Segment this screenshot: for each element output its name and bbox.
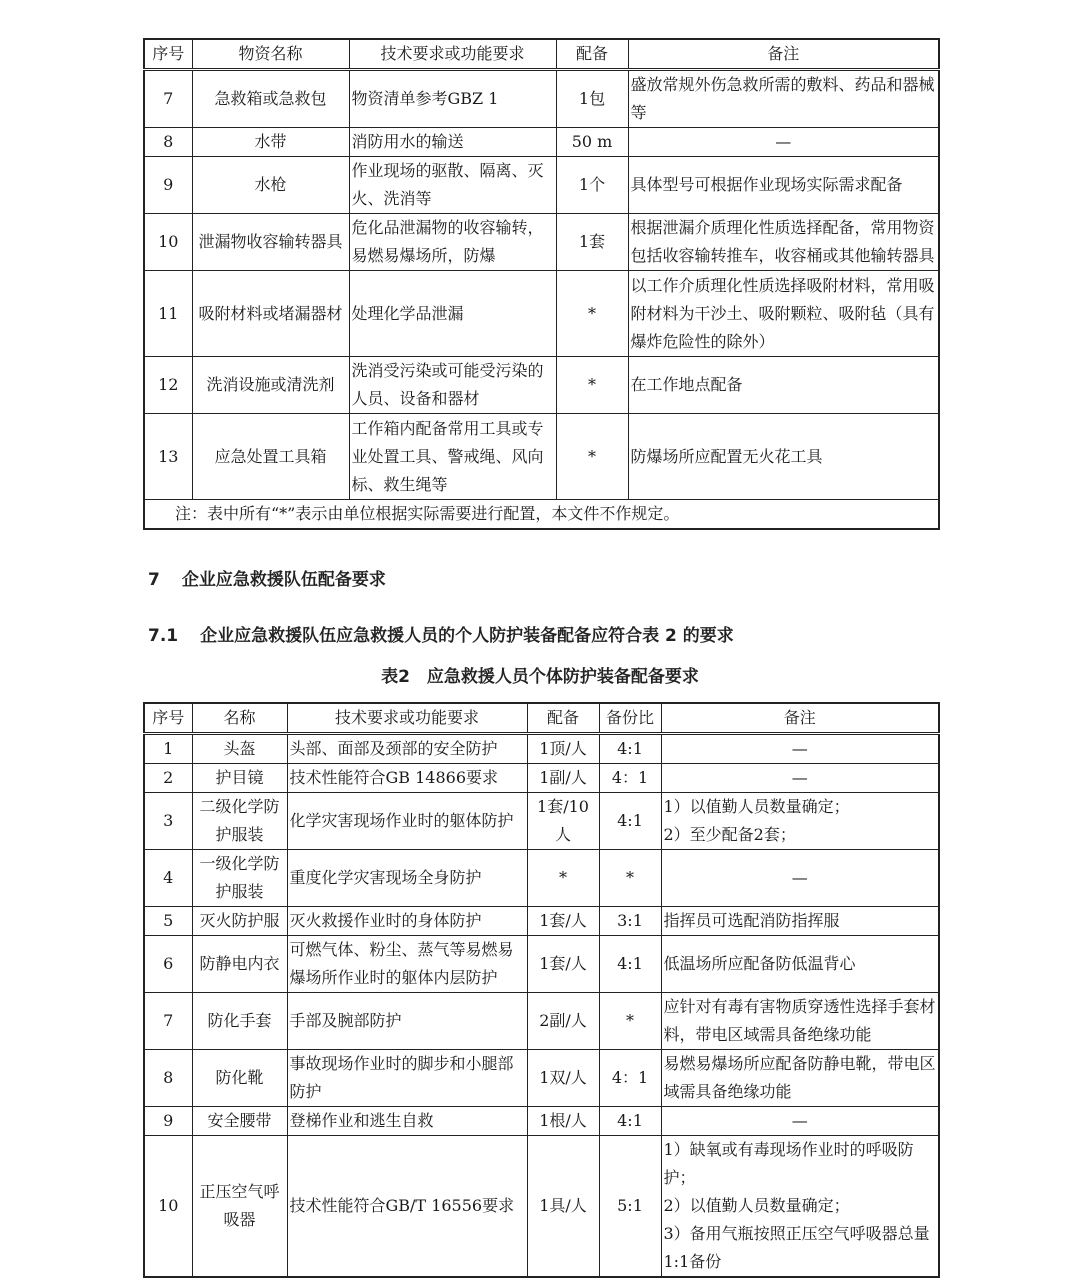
table-cell: 8 bbox=[144, 1050, 192, 1107]
table-cell: 吸附材料或堵漏器材 bbox=[192, 271, 349, 357]
t2-header-cell: 名称 bbox=[192, 703, 287, 734]
table-cell: — bbox=[661, 764, 939, 793]
table-cell: 1包 bbox=[556, 70, 628, 128]
equipment-table-1 bbox=[143, 38, 940, 530]
table-cell: 5 bbox=[144, 907, 192, 936]
table-cell: 9 bbox=[144, 157, 192, 214]
table-cell: 1套 bbox=[556, 214, 628, 271]
table-row bbox=[144, 734, 939, 764]
table-row bbox=[144, 850, 939, 907]
table-cell: * bbox=[599, 993, 661, 1050]
table-row bbox=[144, 357, 939, 414]
table-cell: 防化手套 bbox=[192, 993, 287, 1050]
table-cell: * bbox=[556, 271, 628, 357]
table-cell: 灭火救援作业时的身体防护 bbox=[287, 907, 527, 936]
table-cell: 1根/人 bbox=[527, 1107, 599, 1136]
table-row bbox=[144, 414, 939, 500]
t2-header-cell: 配备 bbox=[527, 703, 599, 734]
table-note-row bbox=[144, 500, 939, 530]
table-cell: 登梯作业和逃生自救 bbox=[287, 1107, 527, 1136]
table-cell: 泄漏物收容输转器具 bbox=[192, 214, 349, 271]
table-cell: 11 bbox=[144, 271, 192, 357]
table-row bbox=[144, 764, 939, 793]
table-cell: 洗消受污染或可能受污染的人员、设备和器材 bbox=[349, 357, 556, 414]
table-cell: 8 bbox=[144, 128, 192, 157]
table-cell: 物资清单参考GBZ 1 bbox=[349, 70, 556, 128]
t2-header-cell: 备份比 bbox=[599, 703, 661, 734]
table-cell: 10 bbox=[144, 1136, 192, 1278]
table-cell: 4:1 bbox=[599, 793, 661, 850]
table-cell: 12 bbox=[144, 357, 192, 414]
t2-header-cell: 技术要求或功能要求 bbox=[287, 703, 527, 734]
table-cell: 具体型号可根据作业现场实际需求配备 bbox=[628, 157, 939, 214]
table-cell: 消防用水的输送 bbox=[349, 128, 556, 157]
table-cell: 4 bbox=[144, 850, 192, 907]
table-cell: 1具/人 bbox=[527, 1136, 599, 1278]
table-cell: 重度化学灾害现场全身防护 bbox=[287, 850, 527, 907]
table-cell: 根据泄漏介质理化性质选择配备，常用物资包括收容输转推车，收容桶或其他输转器具 bbox=[628, 214, 939, 271]
table-row bbox=[144, 793, 939, 850]
table-cell: 3:1 bbox=[599, 907, 661, 936]
table-note: 注：表中所有“*”表示由单位根据实际需要进行配置，本文件不作规定。 bbox=[144, 500, 939, 530]
table-cell: 1双/人 bbox=[527, 1050, 599, 1107]
table-cell: 1顶/人 bbox=[527, 734, 599, 764]
t1-header-cell: 序号 bbox=[144, 39, 192, 70]
table-cell: 50 m bbox=[556, 128, 628, 157]
table-cell: 一级化学防护服装 bbox=[192, 850, 287, 907]
t1-header-cell: 备注 bbox=[628, 39, 939, 70]
table-2-caption: 表2 应急救援人员个体防护装备配备要求 bbox=[381, 667, 699, 687]
table-cell: 3 bbox=[144, 793, 192, 850]
table-cell: 工作箱内配备常用工具或专业处置工具、警戒绳、风向标、救生绳等 bbox=[349, 414, 556, 500]
table-row bbox=[144, 1136, 939, 1278]
table-cell: 应急处置工具箱 bbox=[192, 414, 349, 500]
table-cell: 头盔 bbox=[192, 734, 287, 764]
t2-header-cell: 序号 bbox=[144, 703, 192, 734]
table-cell: 作业现场的驱散、隔离、灭火、洗消等 bbox=[349, 157, 556, 214]
table-cell: 头部、面部及颈部的安全防护 bbox=[287, 734, 527, 764]
table-cell: 4:1 bbox=[599, 734, 661, 764]
table-cell: 1个 bbox=[556, 157, 628, 214]
table-cell: 1副/人 bbox=[527, 764, 599, 793]
table-cell: 正压空气呼吸器 bbox=[192, 1136, 287, 1278]
table-cell: 以工作介质理化性质选择吸附材料，常用吸附材料为干沙土、吸附颗粒、吸附毡（具有爆炸危险性的除外） bbox=[628, 271, 939, 357]
t1-header-cell: 物资名称 bbox=[192, 39, 349, 70]
table-cell: — bbox=[628, 128, 939, 157]
table-row bbox=[144, 271, 939, 357]
table-cell: 7 bbox=[144, 993, 192, 1050]
table-row bbox=[144, 157, 939, 214]
section-heading-7-1 bbox=[148, 621, 734, 646]
table-cell: 护目镜 bbox=[192, 764, 287, 793]
table-cell: 4:1 bbox=[599, 936, 661, 993]
table-cell: 4：1 bbox=[599, 1050, 661, 1107]
table-cell: 1套/人 bbox=[527, 936, 599, 993]
table-row bbox=[144, 1050, 939, 1107]
table-cell: 1）以值勤人员数量确定； 2）至少配备2套； bbox=[661, 793, 939, 850]
table-cell: 易燃易爆场所应配备防静电靴，带电区域需具备绝缘功能 bbox=[661, 1050, 939, 1107]
table-cell: — bbox=[661, 850, 939, 907]
table-cell: 1套/人 bbox=[527, 907, 599, 936]
table-cell: 灭火防护服 bbox=[192, 907, 287, 936]
t1-header-cell: 配备 bbox=[556, 39, 628, 70]
t1-header-cell: 技术要求或功能要求 bbox=[349, 39, 556, 70]
table-cell: — bbox=[661, 1107, 939, 1136]
table-cell: 化学灾害现场作业时的躯体防护 bbox=[287, 793, 527, 850]
table-cell: 2副/人 bbox=[527, 993, 599, 1050]
section-title: 企业应急救援队伍配备要求 bbox=[181, 570, 386, 590]
table-cell: 盛放常规外伤急救所需的敷料、药品和器械等 bbox=[628, 70, 939, 128]
table-cell: 事故现场作业时的脚步和小腿部防护 bbox=[287, 1050, 527, 1107]
equipment-table-2 bbox=[143, 702, 940, 1278]
table-cell: 手部及腕部防护 bbox=[287, 993, 527, 1050]
table-row bbox=[144, 936, 939, 993]
t2-header-cell: 备注 bbox=[661, 703, 939, 734]
table-cell: 4:1 bbox=[599, 1107, 661, 1136]
table-cell: 水枪 bbox=[192, 157, 349, 214]
table-cell: 急救箱或急救包 bbox=[192, 70, 349, 128]
table-cell: 10 bbox=[144, 214, 192, 271]
table-cell: 防静电内衣 bbox=[192, 936, 287, 993]
table-row bbox=[144, 993, 939, 1050]
table-cell: 在工作地点配备 bbox=[628, 357, 939, 414]
table-cell: 5:1 bbox=[599, 1136, 661, 1278]
table-cell: 13 bbox=[144, 414, 192, 500]
section-title: 企业应急救援队伍应急救援人员的个人防护装备配备应符合表 2 的要求 bbox=[200, 626, 734, 646]
table-cell: 9 bbox=[144, 1107, 192, 1136]
table-cell: 防化靴 bbox=[192, 1050, 287, 1107]
table-cell: 1 bbox=[144, 734, 192, 764]
table-cell: 洗消设施或清洗剂 bbox=[192, 357, 349, 414]
table-cell: 1）缺氧或有毒现场作业时的呼吸防护； 2）以值勤人员数量确定； 3）备用气瓶按照正压空气呼吸器总量1:1备份 bbox=[661, 1136, 939, 1278]
table-cell: * bbox=[556, 357, 628, 414]
table-cell: 4：1 bbox=[599, 764, 661, 793]
table-row bbox=[144, 214, 939, 271]
table-cell: 技术性能符合GB 14866要求 bbox=[287, 764, 527, 793]
table-cell: 危化品泄漏物的收容输转，易燃易爆场所，防爆 bbox=[349, 214, 556, 271]
table-cell: 技术性能符合GB/T 16556要求 bbox=[287, 1136, 527, 1278]
table-cell: 水带 bbox=[192, 128, 349, 157]
table-cell: 防爆场所应配置无火花工具 bbox=[628, 414, 939, 500]
table-row bbox=[144, 70, 939, 128]
table-cell: 7 bbox=[144, 70, 192, 128]
table-cell: 低温场所应配备防低温背心 bbox=[661, 936, 939, 993]
table-row bbox=[144, 1107, 939, 1136]
table-cell: 处理化学品泄漏 bbox=[349, 271, 556, 357]
table-row bbox=[144, 128, 939, 157]
table-cell: * bbox=[556, 414, 628, 500]
table-cell: 应针对有毒有害物质穿透性选择手套材料，带电区域需具备绝缘功能 bbox=[661, 993, 939, 1050]
table-cell: 1套/10人 bbox=[527, 793, 599, 850]
table-cell: 可燃气体、粉尘、蒸气等易燃易爆场所作业时的躯体内层防护 bbox=[287, 936, 527, 993]
section-number: 7.1 bbox=[148, 626, 179, 646]
table-cell: 指挥员可选配消防指挥服 bbox=[661, 907, 939, 936]
table-cell: * bbox=[599, 850, 661, 907]
section-number: 7 bbox=[148, 570, 160, 590]
table-cell: * bbox=[527, 850, 599, 907]
table-cell: 2 bbox=[144, 764, 192, 793]
table-cell: 安全腰带 bbox=[192, 1107, 287, 1136]
section-heading-7 bbox=[148, 565, 386, 590]
table-cell: — bbox=[661, 734, 939, 764]
table-row bbox=[144, 907, 939, 936]
table-cell: 二级化学防护服装 bbox=[192, 793, 287, 850]
table-cell: 6 bbox=[144, 936, 192, 993]
